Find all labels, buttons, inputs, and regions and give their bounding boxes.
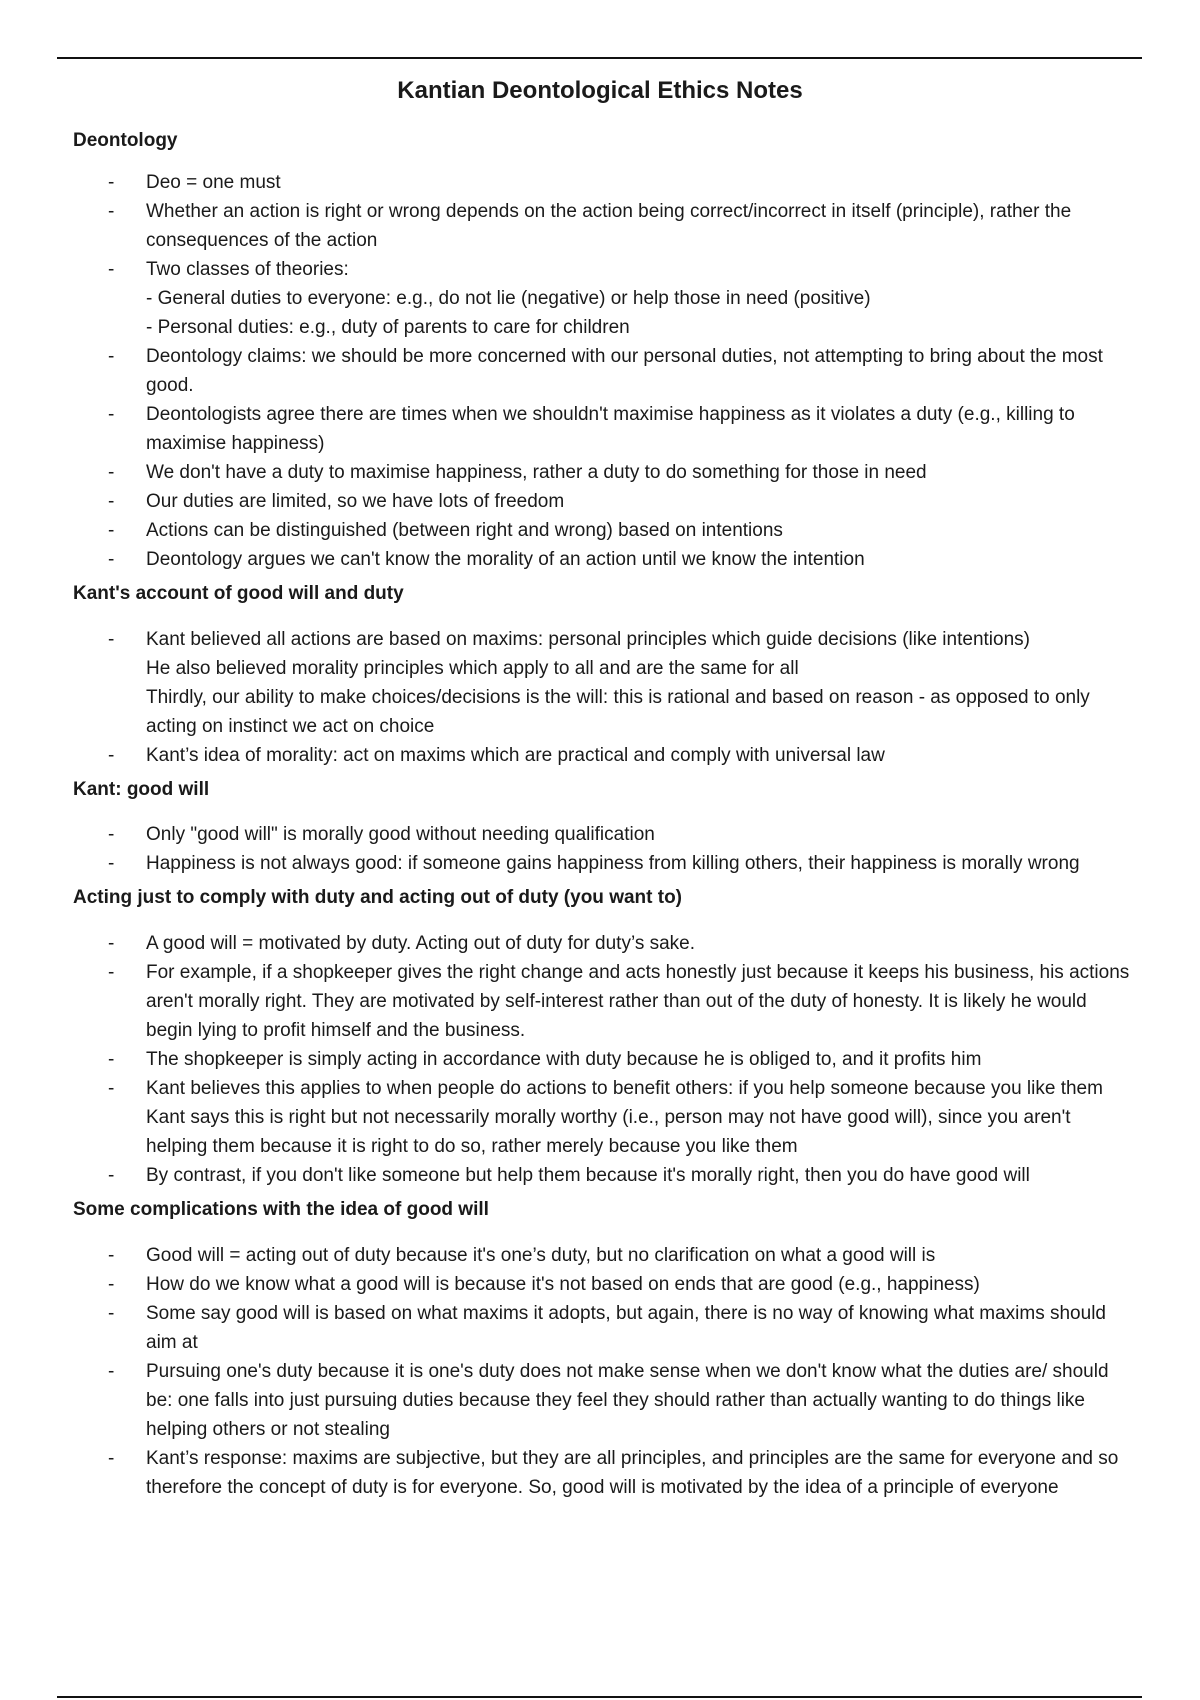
document-title: Kantian Deontological Ethics Notes: [397, 77, 803, 104]
bullet-list: [73, 820, 1133, 878]
list-item: - Two classes of theories:: [73, 255, 1133, 284]
section-heading: Kant: good will: [73, 779, 210, 800]
top-rule: [57, 57, 1142, 59]
list-item: - Only "good will" is morally good without needing qualification: [73, 820, 1133, 849]
section-heading: Deontology: [73, 130, 178, 151]
list-item: - Deontology claims: we should be more concerned with our personal duties, not attempting to bring about the most good.: [73, 342, 1133, 400]
list-item: - Deontologists agree there are times when we shouldn't maximise happiness as it violates a duty (e.g., killing to maximise happiness): [73, 400, 1133, 458]
list-item: Thirdly, our ability to make choices/decisions is the will: this is rational and based on reason - as opposed to only acting on instinct we act on choice: [146, 687, 1090, 737]
list-item: - Kant believed all actions are based on maxims: personal principles which guide decisions (like intentions): [73, 625, 1133, 654]
section-heading: Kant's account of good will and duty: [73, 583, 404, 604]
list-item: - Deontology argues we can't know the morality of an action until we know the intention: [73, 545, 1133, 574]
section-kant-good-will: [73, 773, 1133, 878]
list-item: - Kant’s response: maxims are subjective, but they are all principles, and principles are the same for everyone and so therefore the concept of duty is for everyone. So, good will is motivated by the idea of a principle of everyone: [73, 1444, 1133, 1502]
section-heading: Some complications with the idea of good will: [73, 1199, 489, 1220]
list-item: - We don't have a duty to maximise happiness, rather a duty to do something for those in need: [73, 458, 1133, 487]
bullet-list: [73, 929, 1133, 1190]
list-item: He also believed morality principles which apply to all and are the same for all: [146, 658, 799, 679]
section-kant-account: [73, 577, 1133, 770]
list-item: - The shopkeeper is simply acting in accordance with duty because he is obliged to, and it profits him: [73, 1045, 1133, 1074]
list-item: - Happiness is not always good: if someone gains happiness from killing others, their happiness is morally wrong: [73, 849, 1133, 878]
list-item: - Kant believes this applies to when people do actions to benefit others: if you help someone because you like them Kant says this is right but not necessarily morally worthy (i.e., person may not have good will), since you aren't helping them because it is right to do so, rather merely because you like them: [73, 1074, 1133, 1161]
section-acting-out-of-duty: [73, 881, 1133, 1190]
bullet-list: [73, 1241, 1133, 1502]
section-heading: Acting just to comply with duty and acting out of duty (you want to): [73, 887, 683, 908]
list-item: - Our duties are limited, so we have lots of freedom: [73, 487, 1133, 516]
list-item: - Pursuing one's duty because it is one's duty does not make sense when we don't know what the duties are/ should be: one falls into just pursuing duties because they feel they should rather than actually wanting to do things like helping others or not stealing: [73, 1357, 1133, 1444]
section-deontology: [73, 124, 1133, 574]
list-item: - For example, if a shopkeeper gives the right change and acts honestly just because it keeps his business, his actions aren't morally right. They are motivated by self-interest rather than out of the duty of honesty. It is likely he would begin lying to profit himself and the business.: [73, 958, 1133, 1045]
list-item: - Whether an action is right or wrong depends on the action being correct/incorrect in itself (principle), rather the consequences of the action: [73, 197, 1133, 255]
bullet-list: [73, 168, 1133, 574]
list-item: - Good will = acting out of duty because it's one’s duty, but no clarification on what a good will is: [73, 1241, 1133, 1270]
list-item: - Deo = one must: [73, 168, 1133, 197]
list-item: - Kant’s idea of morality: act on maxims which are practical and comply with universal law: [73, 741, 1133, 770]
bottom-rule: [57, 1696, 1142, 1698]
list-item: - Some say good will is based on what maxims it adopts, but again, there is no way of knowing what maxims should aim at: [73, 1299, 1133, 1357]
list-item: - A good will = motivated by duty. Acting out of duty for duty’s sake.: [73, 929, 1133, 958]
list-item: - Actions can be distinguished (between right and wrong) based on intentions: [73, 516, 1133, 545]
section-complications: [73, 1193, 1133, 1502]
bullet-list: [73, 625, 1133, 770]
list-subitem: - Personal duties: e.g., duty of parents to care for children: [146, 317, 630, 338]
list-subitem: - General duties to everyone: e.g., do not lie (negative) or help those in need (positive): [146, 288, 871, 309]
list-item: - How do we know what a good will is because it's not based on ends that are good (e.g., happiness): [73, 1270, 1133, 1299]
document-body: [73, 124, 1133, 1505]
list-item: - By contrast, if you don't like someone but help them because it's morally right, then you do have good will: [73, 1161, 1133, 1190]
